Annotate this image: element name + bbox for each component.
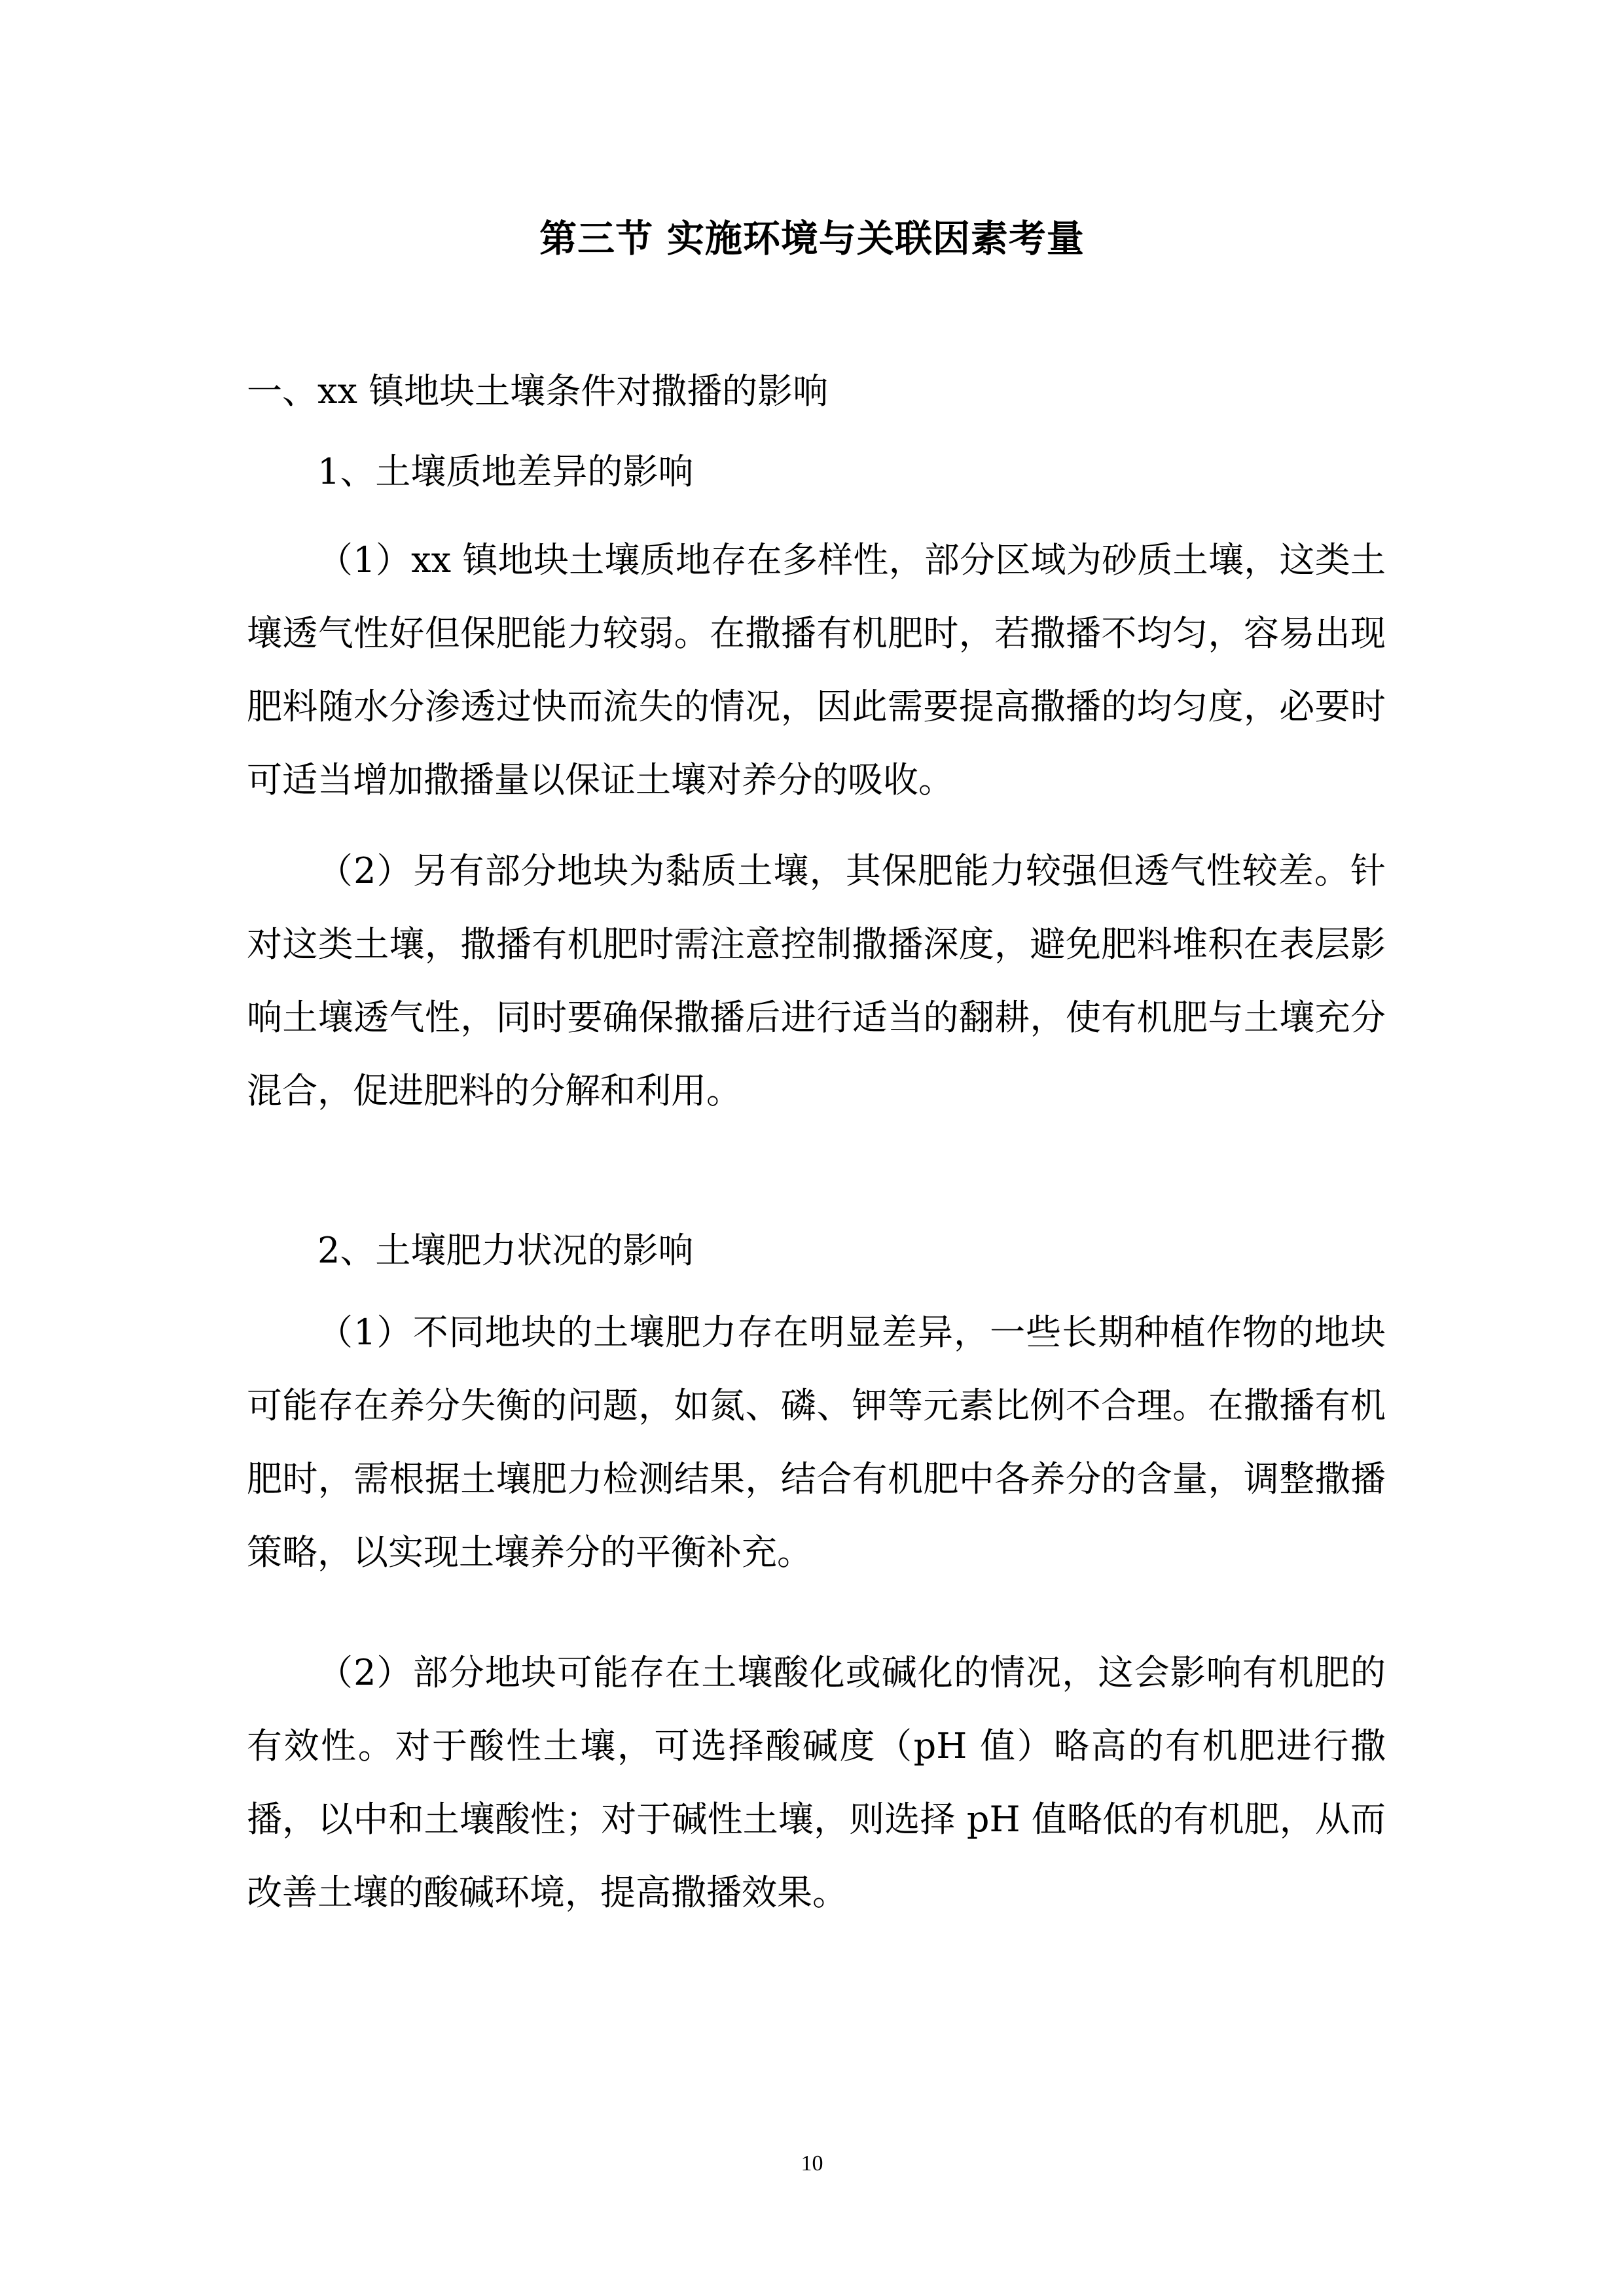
subsection-heading-fertility: 2、土壤肥力状况的影响 [317, 1230, 694, 1271]
section-heading: 一、xx 镇地块土壤条件对撒播的影响 [247, 370, 829, 412]
paragraph-sandy-soil: （1）xx 镇地块土壤质地存在多样性，部分区域为砂质土壤，这类土壤透气性好但保肥能力较弱。在撒播有机肥时，若撒播不均匀，容易出现肥料随水分渗透过快而流失的情况，因此需要提高撒播的均匀度，必要时可适当增加撒播量以保证土壤对养分的吸收。 [247, 539, 1386, 800]
paragraph-soil-ph: （2）部分地块可能存在土壤酸化或碱化的情况，这会影响有机肥的有效性。对于酸性土壤，可选择酸碱度（pH 值）略高的有机肥进行撒播，以中和土壤酸性；对于碱性土壤，则选择 pH 值略低的有机肥，从而改善土壤的酸碱环境，提高撒播效果。 [247, 1652, 1386, 1913]
subsection-heading-texture: 1、土壤质地差异的影响 [317, 451, 694, 492]
page-number: 10 [801, 2151, 823, 2176]
paragraph-nutrient-balance: （1）不同地块的土壤肥力存在明显差异，一些长期种植作物的地块可能存在养分失衡的问题，如氮、磷、钾等元素比例不合理。在撒播有机肥时，需根据土壤肥力检测结果，结合有机肥中各养分的含量，调整撒播策略，以实现土壤养分的平衡补充。 [247, 1312, 1386, 1573]
paragraph-clay-soil: （2）另有部分地块为黏质土壤，其保肥能力较强但透气性较差。针对这类土壤，撒播有机肥时需注意控制撒播深度，避免肥料堆积在表层影响土壤透气性，同时要确保撒播后进行适当的翻耕，使有机肥与土壤充分混合，促进肥料的分解和利用。 [247, 850, 1386, 1111]
page-title: 第三节 实施环境与关联因素考量 [539, 217, 1085, 260]
